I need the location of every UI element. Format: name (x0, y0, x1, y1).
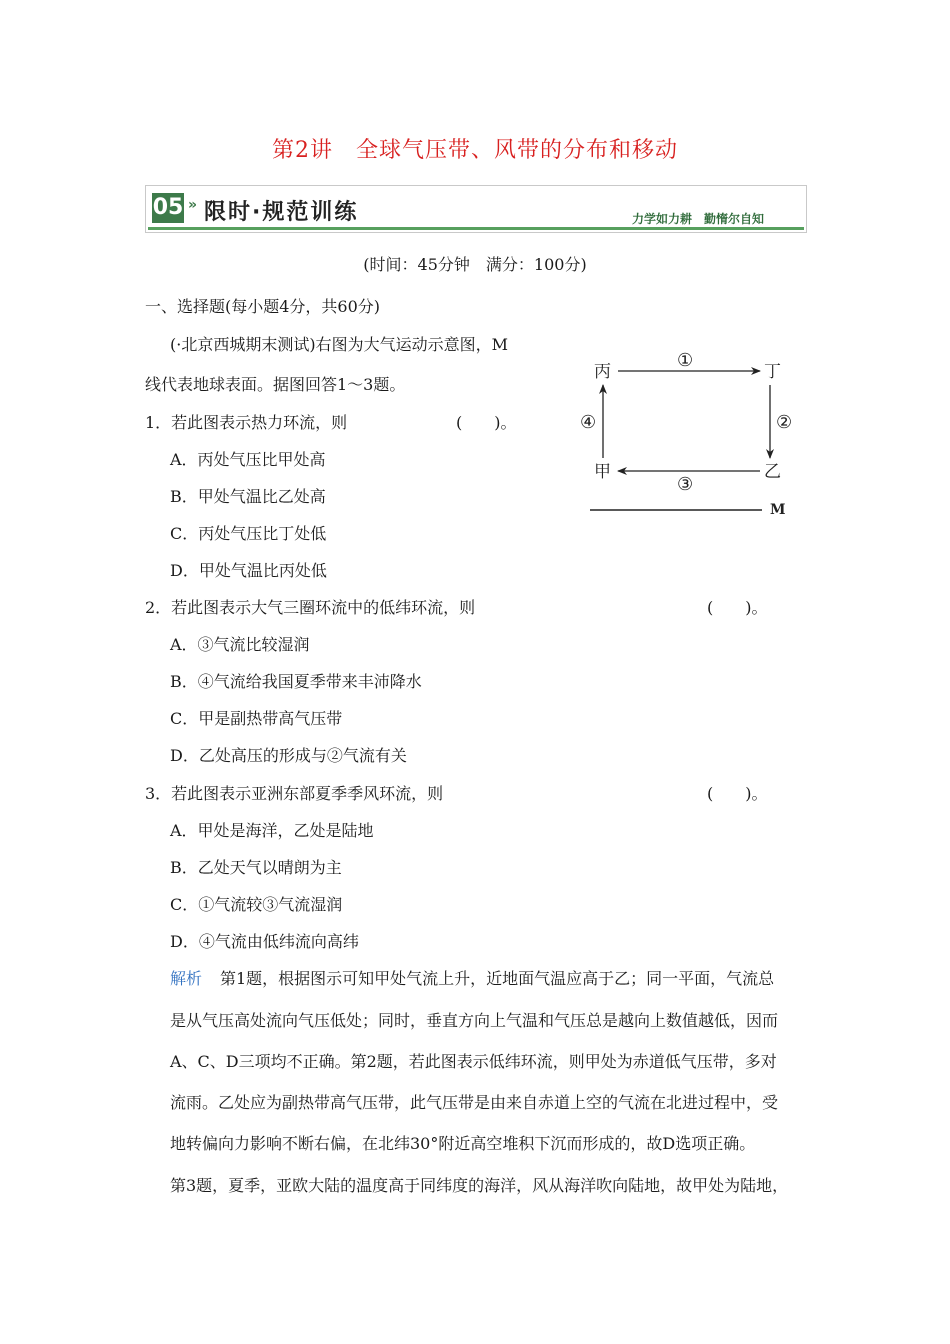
banner-number: 05 (152, 193, 184, 223)
question-1-option-c: C．丙处气压比丁处低 (170, 524, 327, 543)
section-heading: 一、选择题(每小题4分，共60分) (145, 297, 381, 316)
corner-jia: 甲 (594, 462, 611, 482)
atmosphere-circulation-diagram (580, 340, 800, 525)
analysis-line-2: 是从气压高处流向气压低处；同时，垂直方向上气温和气压总是越向上数值越低，因而 (170, 1011, 779, 1030)
question-2-option-a: A．③气流比较湿润 (170, 635, 310, 654)
page-title: 第2讲 全球气压带、风带的分布和移动 (272, 138, 678, 163)
banner-arrow-icon: » (188, 197, 198, 213)
corner-yi: 乙 (764, 462, 781, 482)
intro-line-1: (·北京西城期末测试)右图为大气运动示意图，M (170, 335, 508, 354)
analysis-line-6: 第3题，夏季，亚欧大陆的温度高于同纬度的海洋，风从海洋吹向陆地，故甲处为陆地， (170, 1176, 789, 1195)
intro-line-2: 线代表地球表面。据图回答1～3题。 (145, 375, 406, 394)
analysis-line-4: 流雨。乙处应为副热带高气压带，此气压带是由来自赤道上空的气流在北进过程中，受 (170, 1093, 779, 1112)
section-banner (145, 185, 807, 233)
corner-ding: 丁 (764, 362, 781, 382)
banner-label: 限时·规范训练 (204, 200, 359, 225)
flow-label-4: ④ (580, 412, 597, 433)
flow-label-2: ② (776, 412, 793, 433)
analysis-line-1: 第1题，根据图示可知甲处气流上升，近地面气温应高于乙；同一平面，气流总 (220, 969, 775, 988)
question-1-option-a: A．丙处气压比甲处高 (170, 450, 326, 469)
ground-label-m: M (770, 502, 786, 518)
corner-bing: 丙 (594, 362, 611, 382)
question-2-option-c: C．甲是副热带高气压带 (170, 709, 343, 728)
question-1-stem: 1．若此图表示热力环流，则 (145, 413, 348, 432)
question-1-option-b: B．甲处气温比乙处高 (170, 487, 326, 506)
question-3-option-c: C．①气流较③气流湿润 (170, 895, 343, 914)
flow-label-1: ① (677, 350, 694, 371)
question-3-option-d: D．④气流由低纬流向高纬 (170, 932, 359, 951)
question-3-option-a: A．甲处是海洋，乙处是陆地 (170, 821, 374, 840)
question-3-stem: 3．若此图表示亚洲东部夏季季风环流，则 (145, 784, 444, 803)
flow-label-3: ③ (677, 474, 694, 495)
banner-underline (148, 227, 804, 230)
question-2-option-b: B．④气流给我国夏季带来丰沛降水 (170, 672, 422, 691)
question-3-option-b: B．乙处天气以晴朗为主 (170, 858, 342, 877)
question-1-answer-blank: ( )。 (456, 413, 517, 432)
analysis-line-3: A、C、D三项均不正确。第2题，若此图表示低纬环流，则甲处为赤道低气压带，多对 (170, 1052, 777, 1071)
question-2-option-d: D．乙处高压的形成与②气流有关 (170, 746, 407, 765)
question-2-answer-blank: ( )。 (707, 598, 768, 617)
time-info: (时间：45分钟 满分：100分) (363, 255, 587, 274)
banner-motto: 力学如力耕 勤惰尔自知 (631, 212, 764, 226)
analysis-line-5: 地转偏向力影响不断右偏，在北纬30°附近高空堆积下沉而形成的，故D选项正确。 (170, 1134, 756, 1153)
analysis-tag: 解析 (170, 969, 203, 988)
question-2-stem: 2．若此图表示大气三圈环流中的低纬环流，则 (145, 598, 476, 617)
question-3-answer-blank: ( )。 (707, 784, 768, 803)
question-1-option-d: D．甲处气温比丙处低 (170, 561, 327, 580)
